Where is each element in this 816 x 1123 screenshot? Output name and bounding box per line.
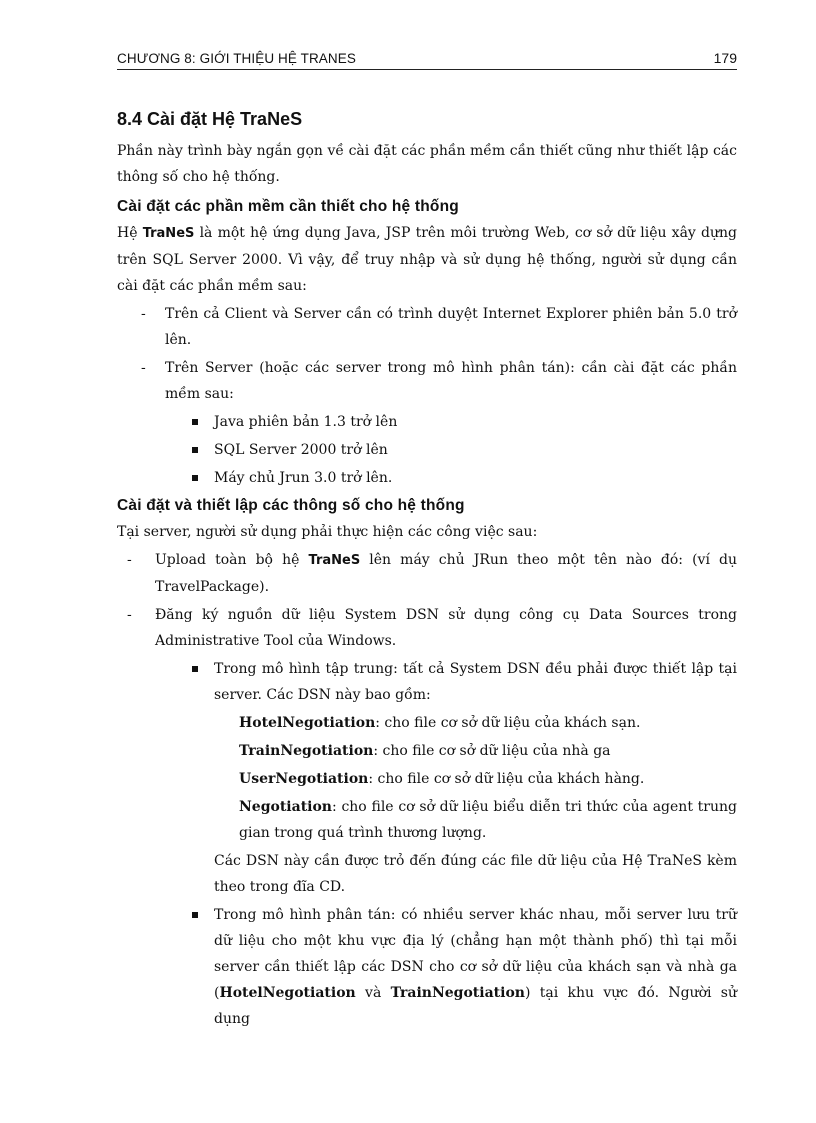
chapter-title: CHƯƠNG 8: GIỚI THIỆU HỆ TRANES: [117, 51, 356, 66]
config-intro: Tại server, người sử dụng phải thực hiện các công việc sau:: [117, 524, 538, 540]
list-item: - Đăng ký nguồn dữ liệu System DSN sử dụng công cụ Data Sources trong Administrative Tool của Windows.: [117, 602, 737, 654]
model-list: [117, 902, 737, 1032]
dsn-note: Các DSN này cần được trỏ đến đúng các file dữ liệu của Hệ TraNeS kèm theo trong đĩa CD.: [214, 853, 737, 895]
list-item: - Upload toàn bộ hệ TraNeS lên máy chủ JRun theo một tên nào đó: (ví dụ TravelPackage).: [117, 547, 737, 600]
brand-tranes: TraNeS: [142, 226, 195, 241]
list-item: Java phiên bản 1.3 trở lên: [117, 409, 737, 435]
dsn-list: [117, 710, 737, 846]
config-list: [117, 547, 737, 654]
section-intro: Phần này trình bày ngắn gọn về cài đặt các phần mềm cần thiết cũng như thiết lập các thông số cho hệ thống.: [117, 143, 737, 185]
dsn-item: HotelNegotiation: cho file cơ sở dữ liệu của khách sạn.: [239, 715, 641, 731]
document-body: [117, 106, 737, 1034]
model-list: [117, 656, 737, 708]
dsn-item: Negotiation: cho file cơ sở dữ liệu biểu diễn tri thức của agent trung gian trong quá trình thương lượng.: [239, 799, 737, 841]
list-item: Máy chủ Jrun 3.0 trở lên.: [117, 465, 737, 491]
running-header: [117, 49, 737, 70]
software-paragraph: Hệ TraNeS là một hệ ứng dụng Java, JSP trên môi trường Web, cơ sở dữ liệu xây dựng trên SQL Server 2000. Vì vậy, để truy nhập và sử dụng hệ thống, người sử dụng cần cài đặt các phần mềm sau:: [117, 225, 737, 294]
software-list: [117, 301, 737, 407]
list-item: - Trên cả Client và Server cần có trình duyệt Internet Explorer phiên bản 5.0 trở lên.: [117, 301, 737, 353]
config-heading: Cài đặt và thiết lập các thông số cho hệ thống: [117, 497, 465, 514]
brand-tranes: TraNeS: [308, 553, 361, 568]
dsn-item: UserNegotiation: cho file cơ sở dữ liệu của khách hàng.: [239, 771, 645, 787]
list-item: SQL Server 2000 trở lên: [117, 437, 737, 463]
list-item: - Trên Server (hoặc các server trong mô hình phân tán): cần cài đặt các phần mềm sau:: [117, 355, 737, 407]
section-title: 8.4 Cài đặt Hệ TraNeS: [117, 109, 303, 129]
software-sublist: [117, 409, 737, 491]
list-item: Trong mô hình tập trung: tất cả System DSN đều phải được thiết lập tại server. Các DSN này bao gồm:: [117, 656, 737, 708]
software-heading: Cài đặt các phần mềm cần thiết cho hệ thống: [117, 198, 459, 215]
dsn-item: TrainNegotiation: cho file cơ sở dữ liệu của nhà ga: [239, 743, 611, 759]
list-item: Trong mô hình phân tán: có nhiều server khác nhau, mỗi server lưu trữ dữ liệu cho một khu vực địa lý (chẳng hạn một thành phố) thì tại mỗi server cần thiết lập các DSN cho cơ sở dữ liệu của khách sạn và nhà ga (HotelNegotiation và TrainNegotiation) tại khu vực đó. Người sử dụng: [117, 902, 737, 1032]
page-number: 179: [713, 50, 737, 66]
